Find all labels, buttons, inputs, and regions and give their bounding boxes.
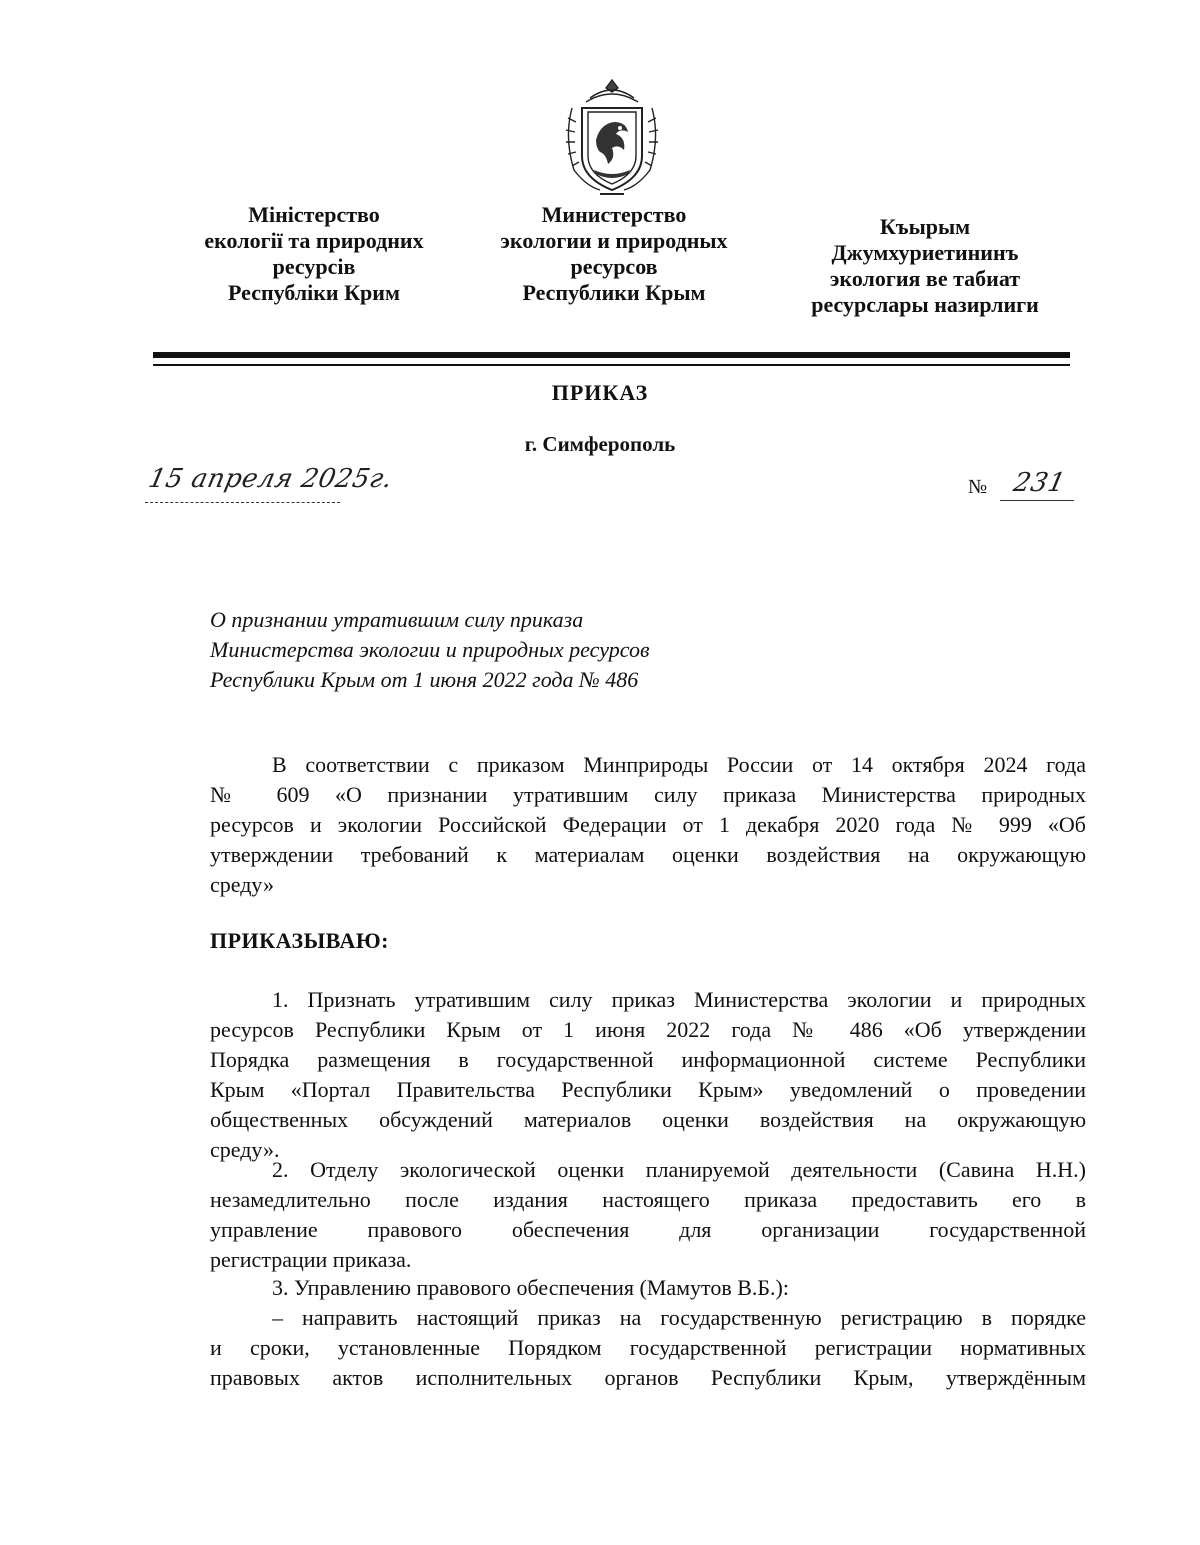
subject-line: Министерства экологии и природных ресурсов — [210, 637, 650, 662]
text-line: утверждении требований к материалам оценки воздействия на окружающую — [210, 842, 1086, 867]
header-divider-thick — [153, 352, 1070, 358]
text-line: регистрации приказа. — [210, 1247, 412, 1272]
document-city: г. Симферополь — [524, 432, 676, 456]
document-title: ПРИКАЗ — [551, 380, 649, 405]
header-line: Джумхуриетининъ — [831, 240, 1019, 265]
text-line: общественных обсуждений материалов оценки воздействия на окружающую — [210, 1107, 1086, 1132]
text-line: № 609 «О признании утратившим силу приказа Министерства природных — [210, 782, 1086, 807]
header-line: ресурсов — [570, 254, 658, 279]
item-2-paragraph — [210, 1155, 1086, 1275]
text-line: – направить настоящий приказ на государственную регистрацию в порядке — [272, 1305, 1086, 1330]
ministry-name-russian — [480, 202, 748, 306]
document-number — [968, 468, 1078, 508]
text-line: 3. Управлению правового обеспечения (Мамутов В.Б.): — [272, 1275, 789, 1300]
decree-heading: ПРИКАЗЫВАЮ: — [210, 928, 389, 953]
header-divider-thin — [153, 364, 1070, 366]
ministry-name-ukrainian — [185, 202, 443, 306]
text-line: незамедлительно после издания настоящего приказа предоставить его в — [210, 1187, 1086, 1212]
header-line: Къырым — [879, 214, 971, 239]
text-line: правовых актов исполнительных органов Республики Крым, утверждённым — [210, 1365, 1086, 1390]
preamble-paragraph — [210, 750, 1086, 900]
header-line: Республики Крым — [522, 280, 706, 305]
item-3-paragraph — [210, 1273, 1086, 1393]
header-line: экологии и природных — [500, 228, 728, 253]
text-line: среду» — [210, 872, 274, 897]
handwritten-number: 231 — [1010, 468, 1069, 498]
number-underline — [1000, 500, 1074, 501]
item-1-paragraph — [210, 985, 1086, 1165]
ministry-name-crimean-tatar — [790, 214, 1060, 318]
header-line: экология ве табиат — [829, 266, 1021, 291]
header-line: Міністерство — [248, 202, 380, 227]
text-line: ресурсов Республики Крым от 1 июня 2022 года № 486 «Об утверждении — [210, 1017, 1086, 1042]
subject-line: О признании утратившим силу приказа — [210, 607, 584, 632]
coat-of-arms-emblem — [560, 78, 664, 198]
text-line: Порядка размещения в государственной информационной системе Республики — [210, 1047, 1086, 1072]
number-label: № — [968, 476, 988, 498]
subject-line: Республики Крым от 1 июня 2022 года № 486 — [210, 667, 639, 692]
text-line: среду». — [210, 1137, 280, 1162]
text-line: ресурсов и экологии Российской Федерации от 1 декабря 2020 года № 999 «Об — [210, 812, 1086, 837]
text-line: управление правового обеспечения для организации государственной — [210, 1217, 1086, 1242]
handwritten-date: 15 апреля 2025г. — [145, 464, 396, 494]
header-line: ресурсів — [272, 254, 356, 279]
text-line: Крым «Портал Правительства Республики Крым» уведомлений о проведении — [210, 1077, 1086, 1102]
header-line: екології та природних — [204, 228, 424, 253]
date-underline — [145, 502, 340, 503]
text-line: и сроки, установленные Порядком государственной регистрации нормативных — [210, 1335, 1086, 1360]
header-line: Министерство — [541, 202, 687, 227]
text-line: В соответствии с приказом Минприроды России от 14 октября 2024 года — [272, 752, 1086, 777]
document-date — [145, 458, 415, 510]
text-line: 2. Отделу экологической оценки планируемой деятельности (Савина Н.Н.) — [272, 1157, 1086, 1182]
header-line: Республіки Крим — [228, 280, 400, 305]
header-line: ресурслары назирлиги — [811, 292, 1039, 317]
text-line: 1. Признать утратившим силу приказ Министерства экологии и природных — [272, 987, 1086, 1012]
document-subject — [210, 605, 650, 695]
